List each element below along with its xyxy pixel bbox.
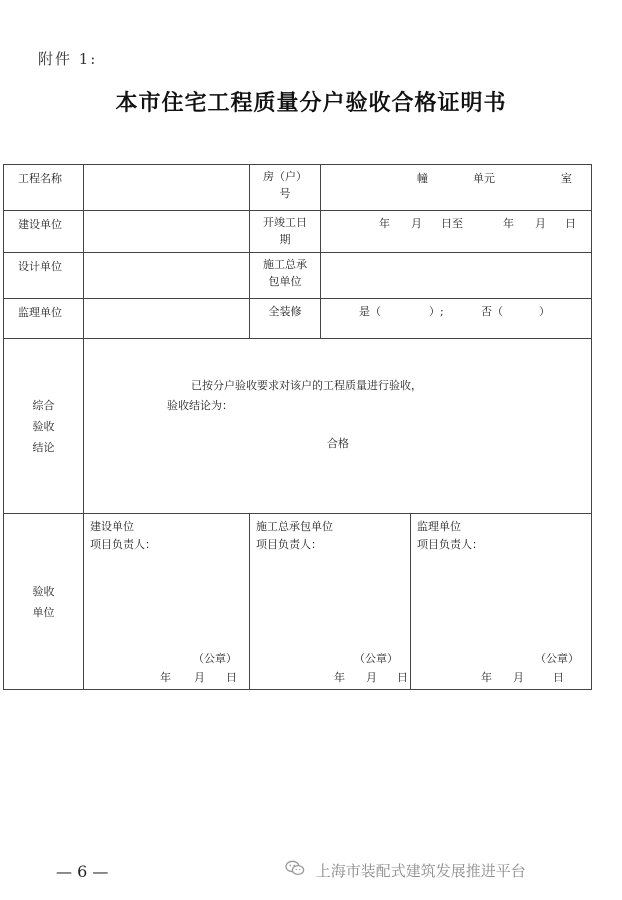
conclusion-label-line2: 验收 (32, 419, 55, 433)
row-project-house (4, 165, 592, 211)
attachment-label: 附件 1: (38, 50, 98, 68)
row-designer-contractor (4, 253, 592, 299)
party-date-month: 月 (194, 671, 205, 684)
dates-year1: 年 (379, 217, 390, 230)
row-acceptance (4, 514, 592, 690)
party-name: 施工总承包单位 (256, 520, 333, 533)
page-title: 本市住宅工程质量分户验收合格证明书 (115, 91, 507, 116)
party-date-day: 日 (397, 671, 408, 684)
fitout-yes-close: ）; (429, 305, 444, 318)
party-seal: （公章） (354, 652, 398, 665)
acceptance-label (4, 514, 84, 690)
party-seal: （公章） (535, 652, 579, 665)
party-date-day: 日 (553, 671, 564, 684)
party-seal: （公章） (193, 652, 237, 665)
party-contractor[interactable] (250, 514, 411, 690)
conclusion-label-line3: 结论 (32, 440, 55, 454)
conclusion-text-2: 验收结论为： (167, 399, 233, 412)
row-conclusion (4, 339, 592, 514)
party-date-year: 年 (481, 671, 492, 684)
house-room-text: 室 (561, 172, 572, 185)
party-date-month: 月 (366, 671, 377, 684)
supervisor-label: 监理单位 (4, 299, 84, 339)
watermark (285, 860, 526, 881)
row-supervisor-fitout (4, 299, 592, 339)
dates-label: 开竣工日 期 (250, 211, 321, 253)
fitout-no-open: 否（ (481, 305, 503, 318)
dates-month1: 月 (411, 217, 422, 230)
wechat-icon (285, 862, 310, 880)
fitout-yes-open: 是（ (359, 305, 381, 318)
conclusion-content[interactable] (84, 339, 592, 514)
party-builder[interactable] (84, 514, 250, 690)
fitout-label: 全装修 (250, 299, 321, 339)
party-name: 建设单位 (90, 520, 134, 533)
party-lead: 项目负责人： (417, 538, 483, 551)
party-supervisor[interactable] (411, 514, 592, 690)
dates-day2: 日 (565, 217, 576, 230)
fitout-no-close: ） (539, 305, 550, 318)
party-name: 监理单位 (417, 520, 461, 533)
dates-year2: 年 (503, 217, 514, 230)
builder-value[interactable] (84, 211, 250, 253)
page-number: — 6 — (56, 862, 109, 881)
conclusion-result: 合格 (327, 437, 349, 450)
conclusion-label-line1: 综合 (32, 398, 55, 412)
house-bldg-text: 幢 (417, 172, 428, 185)
designer-label: 设计单位 (4, 253, 84, 299)
fitout-value[interactable] (321, 299, 592, 339)
party-lead: 项目负责人： (90, 538, 156, 551)
party-lead: 项目负责人： (256, 538, 322, 551)
dates-day1: 日至 (441, 217, 463, 230)
party-date-month: 月 (513, 671, 524, 684)
party-date-year: 年 (160, 671, 171, 684)
contractor-value[interactable] (321, 253, 592, 299)
party-date-year: 年 (334, 671, 345, 684)
acceptance-label-line1: 验收 (32, 584, 55, 598)
conclusion-label (4, 339, 84, 514)
acceptance-label-line2: 单位 (32, 605, 55, 619)
designer-value[interactable] (84, 253, 250, 299)
contractor-label: 施工总承 包单位 (250, 253, 321, 299)
conclusion-text-1: 已按分户验收要求对该户的工程质量进行验收， (191, 379, 422, 392)
party-date-day: 日 (226, 671, 237, 684)
supervisor-value[interactable] (84, 299, 250, 339)
certificate-form (3, 164, 592, 690)
project-name-value[interactable] (84, 165, 250, 211)
builder-label: 建设单位 (4, 211, 84, 253)
house-no-label: 房（户） 号 (250, 165, 321, 211)
house-unit-text: 单元 (473, 172, 495, 185)
project-name-label: 工程名称 (4, 165, 84, 211)
house-no-value[interactable] (321, 165, 592, 211)
watermark-text: 上海市装配式建筑发展推进平台 (315, 862, 526, 880)
row-builder-dates (4, 211, 592, 253)
dates-month2: 月 (535, 217, 546, 230)
dates-value[interactable] (321, 211, 592, 253)
